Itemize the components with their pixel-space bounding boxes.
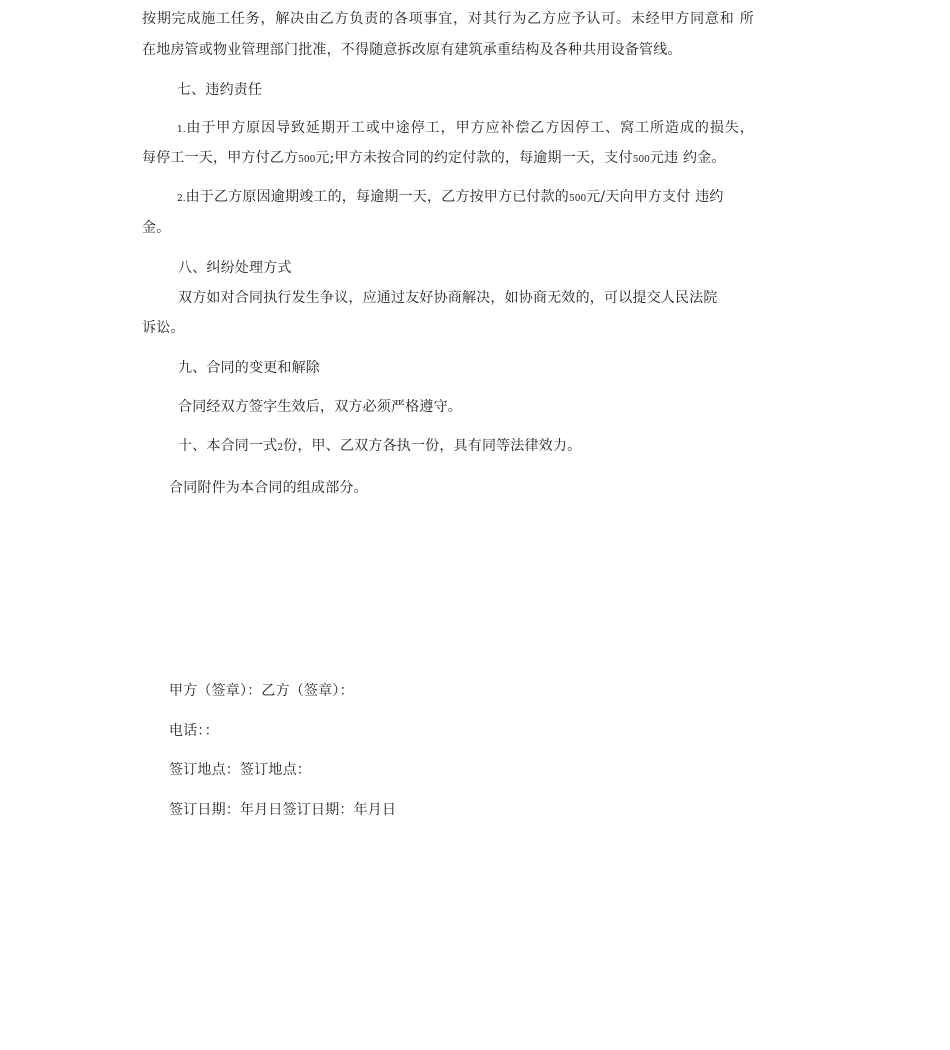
section7-heading: 七、违约责任 [177,82,263,98]
signature-phone: 电话：： [169,723,219,739]
signature-place: 签订地点：签订地点： [169,762,311,778]
signature-parties: 甲方（签章）：乙方（签章）： [169,683,354,699]
breach-item1-number: 1. [177,125,186,135]
breach-item1-line1 [142,118,754,140]
breach-item2-text-b: 元/天向甲方支付 违约 [586,189,724,205]
clause6-text-line2: 在地房管或物业管理部门批准，不得随意拆改原有建筑承重结构及各种共用设备管线。 [142,42,682,58]
signature-date: 签订日期：年月日签订日期：年月日 [169,802,397,818]
section9-text: 合同经双方签字生效后，双方必须严格遵守。 [178,399,462,415]
section10-copies: 2 [277,443,284,453]
section10-text [178,436,581,458]
breach-item1-text: 由于甲方原因导致延期开工或中途停工，甲方应补偿乙方因停工、窝工所造成的损失， [185,120,754,136]
breach-item1-text-b: 元;甲方未按合同的约定付款的，每逾期一天，支付 [315,150,633,166]
breach-item2-text-a: 由于乙方原因逾期竣工的，每逾期一天，乙方按甲方已付款的 [185,189,569,205]
breach-item1-line2 [142,148,726,170]
section8-heading: 八、纠纷处理方式 [178,260,292,276]
section8-text-line1: 双方如对合同执行发生争议，应通过友好协商解决，如协商无效的，可以提交人民法院 [178,290,718,306]
breach-item2-amount: 500 [569,194,587,204]
attachment-note: 合同附件为本合同的组成部分。 [169,480,368,496]
breach-item1-text-c: 元违 约金。 [649,150,726,166]
section8-text-line2: 诉讼。 [142,320,185,336]
breach-item2-line2: 金。 [142,220,171,236]
section10-text-b: 份，甲、乙双方各执一份，具有同等法律效力。 [283,438,582,454]
section9-heading: 九、合同的变更和解除 [178,360,320,376]
breach-item2-number: 2. [177,194,186,204]
section10-text-a: 十、本合同一式 [178,438,278,454]
breach-item2-line1 [177,187,724,209]
breach-item1-amount-a: 500 [298,155,316,165]
clause6-text-line1: 按期完成施工任务，解决由乙方负责的各项事宜，对其行为乙方应予认可。未经甲方同意和 所 [142,11,754,27]
breach-item1-text-a: 每停工一天，甲方付乙方 [142,150,299,166]
breach-item1-amount-b: 500 [632,155,650,165]
